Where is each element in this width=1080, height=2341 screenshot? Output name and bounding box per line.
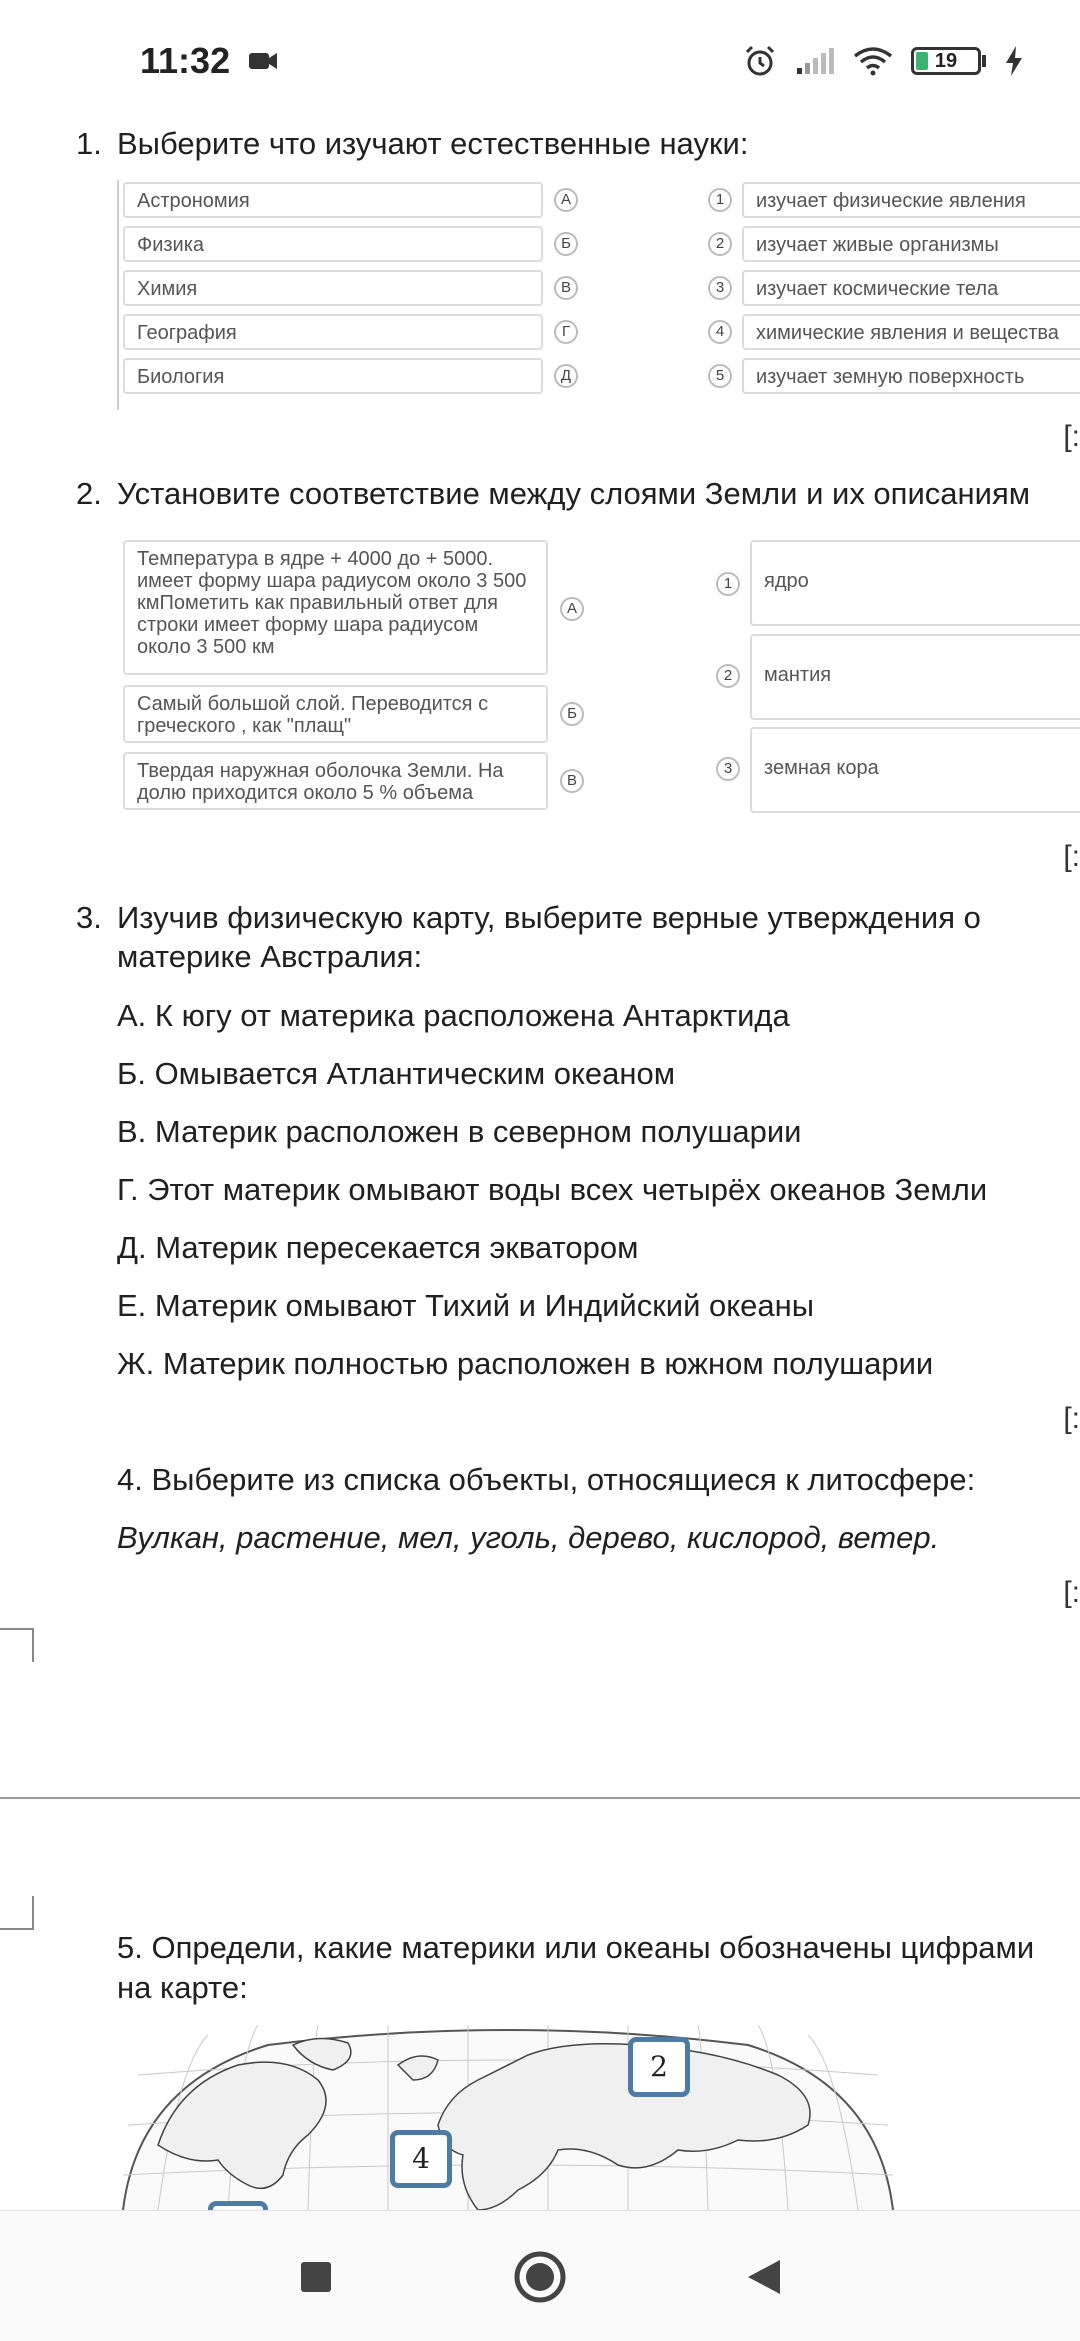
- home-circle-icon: [513, 2250, 567, 2304]
- battery-level: 19: [934, 50, 958, 72]
- home-button[interactable]: [512, 2249, 568, 2305]
- q2-right-cell: земная кора: [750, 727, 1080, 813]
- q2-left-cell: Самый большой слой. Переводится с греческого , как "плащ": [123, 685, 548, 743]
- q1-right-cell: химические явления и вещества: [742, 314, 1080, 350]
- status-bar: [0, 0, 1080, 120]
- status-time: 11:32: [140, 40, 231, 81]
- q1-left-key: Г: [554, 320, 578, 344]
- q2-left-key: В: [560, 769, 584, 793]
- page-break-line: [0, 1797, 1080, 1799]
- page-corner-mark: [0, 1896, 34, 1930]
- page-corner-mark: [0, 1628, 34, 1662]
- q3-option: Г. Этот материк омывают воды всех четырёх океанов Земли: [117, 1172, 988, 1207]
- q3-option: Д. Материк пересекается экватором: [117, 1230, 639, 1265]
- q4-score-mark: [:: [1063, 1576, 1080, 1609]
- q2-right-cell: мантия: [750, 634, 1080, 720]
- back-triangle-icon: [744, 2257, 784, 2297]
- q1-score-mark: [:: [1063, 420, 1080, 453]
- question-2-text: Установите соответствие между слоями Земли и их описаниям: [117, 476, 1031, 511]
- q1-left-cell: Физика: [123, 226, 543, 262]
- q1-right-cell: изучает живые организмы: [742, 226, 1080, 262]
- q1-right-num: 3: [708, 276, 732, 300]
- question-1-number: 1.: [76, 126, 102, 161]
- q1-left-cell: Химия: [123, 270, 543, 306]
- question-5-line-2: на карте:: [117, 1970, 248, 2005]
- map-marker-4: 4: [390, 2130, 452, 2188]
- q2-right-num: 3: [716, 757, 740, 781]
- q2-right-num: 1: [716, 572, 740, 596]
- q1-left-key: А: [554, 188, 578, 212]
- question-3-line-1: Изучив физическую карту, выберите верные утверждения о: [117, 900, 981, 935]
- recent-apps-button[interactable]: [288, 2249, 344, 2305]
- q1-left-key: В: [554, 276, 578, 300]
- q1-right-num: 1: [708, 188, 732, 212]
- video-camera-icon: [248, 50, 278, 72]
- map-marker-partial: [208, 2201, 268, 2210]
- world-map: [118, 2025, 898, 2210]
- q3-score-mark: [:: [1063, 1402, 1080, 1435]
- question-4-list: Вулкан, растение, мел, уголь, дерево, кислород, ветер.: [117, 1520, 940, 1555]
- square-icon: [299, 2260, 333, 2294]
- question-2-number: 2.: [76, 476, 102, 511]
- back-button[interactable]: [736, 2249, 792, 2305]
- q2-left-key: А: [560, 597, 584, 621]
- q1-left-cell: Астрономия: [123, 182, 543, 218]
- q2-right-num: 2: [716, 664, 740, 688]
- q2-left-cell: Твердая наружная оболочка Земли. На долю приходится около 5 % объема: [123, 752, 548, 810]
- q2-score-mark: [:: [1063, 840, 1080, 873]
- q2-right-cell: ядро: [750, 540, 1080, 626]
- question-3-line-2: материке Австралия:: [117, 939, 423, 974]
- q1-left-cell: География: [123, 314, 543, 350]
- q1-left-cell: Биология: [123, 358, 543, 394]
- q3-option: Е. Материк омывают Тихий и Индийский океаны: [117, 1288, 815, 1323]
- navigation-bar: [0, 2210, 1080, 2341]
- q2-left-key: Б: [560, 702, 584, 726]
- q1-right-cell: изучает физические явления: [742, 182, 1080, 218]
- q1-right-cell: изучает космические тела: [742, 270, 1080, 306]
- q3-option: В. Материк расположен в северном полушарии: [117, 1114, 802, 1149]
- world-map-drawing: [118, 2025, 898, 2210]
- map-marker-2: 2: [628, 2037, 690, 2097]
- question-4-text: 4. Выберите из списка объекты, относящиеся к литосфере:: [117, 1462, 976, 1497]
- alarm-icon: [743, 44, 777, 78]
- battery-indicator: [911, 47, 986, 75]
- q1-right-num: 2: [708, 232, 732, 256]
- q1-right-num: 4: [708, 320, 732, 344]
- q1-left-key: Д: [554, 364, 578, 388]
- q3-option: Б. Омывается Атлантическим океаном: [117, 1056, 676, 1091]
- q3-option: А. К югу от материка расположена Антарктида: [117, 998, 790, 1033]
- q3-option: Ж. Материк полностью расположен в южном полушарии: [117, 1346, 934, 1381]
- cellular-signal-icon: [795, 46, 835, 76]
- q1-table-border: [117, 180, 119, 410]
- q1-left-key: Б: [554, 232, 578, 256]
- wifi-icon: [853, 46, 893, 76]
- question-5-line-1: 5. Определи, какие материки или океаны обозначены цифрами: [117, 1930, 1035, 1965]
- q2-left-cell: Температура в ядре + 4000 до + 5000. имеет форму шара радиусом около 3 500 кмПометить как правильный ответ для строки имеет форму шара радиусом около 3 500 км: [123, 540, 548, 675]
- charging-bolt-icon: [1004, 45, 1024, 77]
- q1-right-num: 5: [708, 364, 732, 388]
- q1-right-cell: изучает земную поверхность: [742, 358, 1080, 394]
- question-3-number: 3.: [76, 900, 102, 935]
- question-1-text: Выберите что изучают естественные науки:: [117, 126, 749, 161]
